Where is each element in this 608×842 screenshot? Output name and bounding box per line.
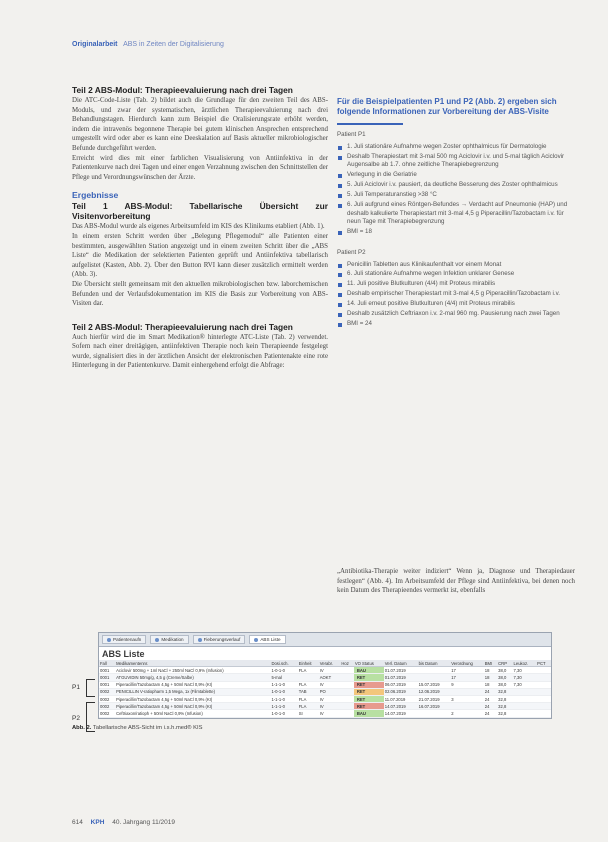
table-row[interactable] bbox=[99, 710, 551, 717]
table-cell: 3 bbox=[450, 695, 484, 702]
table-cell: 1-0-1-0 bbox=[270, 667, 297, 674]
table-cell: 1-0-1-0 bbox=[270, 710, 297, 717]
table-cell: PO bbox=[319, 688, 341, 695]
page-number: 614 bbox=[72, 819, 83, 826]
patient-label-p2: P2 bbox=[72, 715, 80, 722]
table-cell: 1-1-1-0 bbox=[270, 703, 297, 710]
table-cell: 9 bbox=[450, 681, 484, 688]
table-cell: 21.07.2019 bbox=[418, 695, 451, 702]
heading-therapy-eval-2: Teil 2 ABS-Modul: Therapieevaluierung nach drei Tagen bbox=[72, 321, 293, 332]
column-header[interactable]: Fall bbox=[99, 660, 115, 667]
table-cell bbox=[340, 674, 353, 681]
medication-cell: Piperacillin/Tazobactam 4,5g + 50ml NaCl 0,9% (KI) bbox=[115, 681, 270, 688]
status-cell: BAU bbox=[354, 710, 384, 717]
table-cell: 14.07.2019 bbox=[384, 710, 418, 717]
caption-label: Abb. 2. bbox=[72, 724, 92, 731]
column-header[interactable]: Verabr. bbox=[319, 660, 341, 667]
footer bbox=[72, 819, 175, 826]
window-title: ABS Liste bbox=[102, 649, 145, 659]
paragraph: Die ATC-Code-Liste (Tab. 2) bildet auch die Grundlage für den zweiten Teil des ABS-Moduls, und zwar der systematischen, ärztlichen Therapieevaluierung nach drei Behandlungstagen. Hierdurch kann zum Beispiel die Oralisierungsrate erhöht werden, indem die intravenös begonnene Therapie bei gutem klinischen Ansprechen entsprechend umgestellt wird oder aber es kann eine Deeskalation auf Basis aktueller mikrobiologischer Befunde durchgeführt werden. bbox=[72, 97, 328, 152]
table-row[interactable] bbox=[99, 695, 551, 702]
list-item: 5. Juli Temperaturanstieg >38 °C bbox=[337, 191, 575, 200]
table-cell bbox=[340, 703, 353, 710]
paragraph: Die Übersicht stellt gemeinsam mit den aktuellen mikrobiologischen bzw. laborchemischen Befunden und der Verlaufsdokumentation im KIS die Basis zur Vorbereitung von ABS-Visiten dar. bbox=[72, 280, 328, 308]
column-header[interactable]: Dosi.sch. bbox=[270, 660, 297, 667]
list-item: BMI = 18 bbox=[337, 228, 575, 237]
heading-tabular-overview: Teil 1 ABS-Modul: Tabellarische Übersicht zur Visitenvorbereitung bbox=[72, 201, 328, 222]
column-header[interactable]: bis Datum bbox=[418, 660, 451, 667]
column-header[interactable]: Medikamentennr. bbox=[115, 660, 270, 667]
medication-cell: Ceftriaxon/ratioph + 50ml NaCl 0,9% (Infusion) bbox=[115, 710, 270, 717]
status-cell: RET bbox=[354, 688, 384, 695]
table-cell bbox=[513, 688, 537, 695]
list-item: Verlegung in die Geriatrie bbox=[337, 171, 575, 180]
bracket-p2 bbox=[86, 702, 95, 732]
table-row[interactable] bbox=[99, 681, 551, 688]
table-cell: 0002 bbox=[99, 710, 115, 717]
paragraph: Das ABS-Modul wurde als eigenes Arbeitsumfeld im KIS des Klinikums etabliert (Abb. 1). bbox=[72, 223, 325, 231]
medication-cell: Piperacillin/Tazobactam 4,5g + 50ml NaCl 0,9% (KI) bbox=[115, 703, 270, 710]
table-cell: 24 bbox=[484, 703, 497, 710]
running-header bbox=[72, 41, 224, 48]
table-cell: 15.07.2019 bbox=[418, 681, 451, 688]
table-cell: 12.06.2019 bbox=[418, 688, 451, 695]
table-cell: 11.07.2019 bbox=[384, 695, 418, 702]
heading-therapy-eval: Teil 2 ABS-Modul: Therapieevaluierung nach drei Tagen bbox=[72, 85, 293, 95]
tab-abs-list[interactable] bbox=[249, 635, 285, 644]
table-cell: IV bbox=[319, 710, 341, 717]
table-cell: 38,0 bbox=[497, 667, 512, 674]
table-cell bbox=[450, 688, 484, 695]
abs-table bbox=[99, 660, 551, 718]
table-cell bbox=[450, 703, 484, 710]
medication-cell: ATGUVIDIN 50mg/g, 4,5 g (Creme/Salbe) bbox=[115, 674, 270, 681]
table-cell: 32,8 bbox=[497, 695, 512, 702]
medication-cell: Aciclovir 500mg + 1ml NaCl + 250ml NaCl 0,9% (Infusion) bbox=[115, 667, 270, 674]
table-cell: 14.07.2019 bbox=[384, 703, 418, 710]
list-item: BMI = 24 bbox=[337, 320, 575, 329]
table-cell: 7,30 bbox=[513, 681, 537, 688]
tab-icon bbox=[198, 638, 202, 642]
table-cell: 0002 bbox=[99, 703, 115, 710]
table-cell: 17 bbox=[450, 674, 484, 681]
table-cell bbox=[418, 667, 451, 674]
info-box bbox=[337, 97, 575, 330]
table-cell bbox=[340, 667, 353, 674]
table-cell: 06.07.2019 bbox=[384, 681, 418, 688]
app-tabs bbox=[99, 633, 551, 647]
table-cell: SI bbox=[298, 710, 319, 717]
list-item: 14. Juli erneut positive Blutkulturen (4/4) mit Proteus mirabilis bbox=[337, 300, 575, 309]
tab-label: ABS Liste bbox=[260, 637, 281, 642]
heading-results: Ergebnisse bbox=[72, 190, 119, 201]
list-item: Deshalb Therapiestart mit 3-mal 500 mg Aciclovir i.v. und 5-mal täglich Aciclovir Augensalbe ab 1.7. ohne zeitliche Therapiebegrenzung bbox=[337, 153, 575, 170]
list-item: 1. Juli stationäre Aufnahme wegen Zoster ophthalmicus für Dermatologie bbox=[337, 143, 575, 152]
table-cell: 0001 bbox=[99, 667, 115, 674]
table-cell: 32,8 bbox=[497, 703, 512, 710]
table-cell: IV bbox=[319, 695, 341, 702]
tab-patient[interactable] bbox=[102, 635, 146, 644]
table-cell: 32,8 bbox=[497, 710, 512, 717]
table-cell bbox=[536, 710, 551, 717]
status-cell: RET bbox=[354, 674, 384, 681]
table-cell bbox=[340, 695, 353, 702]
column-header[interactable]: Leukoz. bbox=[513, 660, 537, 667]
table-cell: 02.06.2019 bbox=[384, 688, 418, 695]
figure-caption bbox=[72, 725, 552, 731]
table-cell bbox=[340, 681, 353, 688]
info-box-title: Für die Beispielpatienten P1 und P2 (Abb. 2) ergeben sich folgende Informationen zur Vorbereitung der ABS-Visite bbox=[337, 97, 557, 116]
right-paragraph: „Antibiotika-Therapie weiter indiziert“ Wenn ja, Diagnose und Therapiedauer festlegen“ (Abb. 4). Im Arbeitsumfeld der Pflege sind Antiinfektiva, bei denen noch kein Datum des Therapieendes vermerkt ist, ebenfalls bbox=[337, 568, 575, 595]
table-cell: 18 bbox=[484, 681, 497, 688]
paragraph: In einem ersten Schritt werden über „Belegung Pflegemodul“ alle Patienten einer bestimmten, ausgewählten Station angezeigt und in einem zweiten Schritt über die „ABS Liste“ die Medikation der selektierten Patienten geprüft und Antiinfektiva tabellarisch aufgelistet (Kasten, Abb. 2). Über den Button RVI kann dieser zusätzlich ermittelt werden (Abb. 3). bbox=[72, 232, 328, 279]
table-row[interactable] bbox=[99, 667, 551, 674]
table-cell bbox=[536, 681, 551, 688]
table-cell bbox=[298, 674, 319, 681]
table-cell bbox=[536, 695, 551, 702]
table-cell: IV bbox=[319, 703, 341, 710]
table-cell bbox=[536, 703, 551, 710]
table-cell bbox=[418, 674, 451, 681]
patient-p2-label: Patient P2 bbox=[337, 248, 366, 256]
table-cell: 5-mal bbox=[270, 674, 297, 681]
table-cell bbox=[513, 703, 537, 710]
status-cell: RET bbox=[354, 695, 384, 702]
abs-list-window bbox=[98, 632, 552, 719]
tab-icon bbox=[107, 638, 111, 642]
list-item: Deshalb empirischer Therapiestart mit 3-mal 4,5 g Piperacillin/Tazobactam i.v. bbox=[337, 290, 575, 299]
column-header[interactable]: BMI bbox=[484, 660, 497, 667]
patient-label-p1: P1 bbox=[72, 684, 80, 691]
paragraph: Auch hierfür wird die im Smart Medikation® hinterlegte ATC-Liste (Tab. 2) verwendet. Sofern nach einer dreitägigen, antiinfektiven Therapie noch kein Therapieende festgelegt wurde, signalisiert dies in der ärztlichen Ansicht der elektronischen Patientenakte eine rote Hinterlegung in der Patientenkurve. Damit einhergehend erfolgt die Abfrage: bbox=[72, 333, 328, 370]
header-category: Originalarbeit bbox=[72, 41, 118, 48]
table-cell: 7,30 bbox=[513, 674, 537, 681]
table-cell: 24 bbox=[484, 695, 497, 702]
caption-text: Tabellarische ABS-Sicht im i.s.h.med® KIS bbox=[92, 724, 203, 731]
table-cell: FLA bbox=[298, 681, 319, 688]
table-row[interactable] bbox=[99, 703, 551, 710]
table-cell: 17 bbox=[450, 667, 484, 674]
table-cell bbox=[536, 688, 551, 695]
table-cell: 0001 bbox=[99, 674, 115, 681]
patient-p1-label: Patient P1 bbox=[337, 131, 366, 138]
table-header-row bbox=[99, 660, 551, 667]
left-column bbox=[72, 85, 328, 371]
table-cell: 1-1-1-0 bbox=[270, 681, 297, 688]
tab-icon bbox=[254, 638, 258, 642]
list-item: Deshalb zusätzlich Ceftriaxon i.v. 2-mal 960 mg. Pausierung nach zwei Tagen bbox=[337, 310, 575, 319]
table-cell: AOKT bbox=[319, 674, 341, 681]
tab-medication[interactable] bbox=[150, 635, 188, 644]
table-cell: FLA bbox=[298, 695, 319, 702]
header-title: ABS in Zeiten der Digitalisierung bbox=[123, 41, 224, 48]
table-cell bbox=[513, 695, 537, 702]
table-cell: TAB bbox=[298, 688, 319, 695]
list-item: 6. Juli stationäre Aufnahme wegen Infektion unklarer Genese bbox=[337, 270, 575, 279]
bracket-p1 bbox=[86, 679, 95, 697]
table-cell: 0002 bbox=[99, 688, 115, 695]
table-cell: 01.07.2019 bbox=[384, 674, 418, 681]
table-cell: 38,0 bbox=[497, 674, 512, 681]
tab-label: Patientenaufn bbox=[113, 637, 142, 642]
table-cell bbox=[340, 688, 353, 695]
table-cell: 7,30 bbox=[513, 667, 537, 674]
column-header[interactable]: Verl. Datum bbox=[384, 660, 418, 667]
medication-cell: Piperacillin/Tazobactam 4,5g + 50ml NaCl 0,9% (KI) bbox=[115, 695, 270, 702]
table-cell: FLA bbox=[298, 667, 319, 674]
table-cell bbox=[340, 710, 353, 717]
column-header[interactable]: Einheit bbox=[298, 660, 319, 667]
table-cell bbox=[536, 674, 551, 681]
table-cell: 16.07.2019 bbox=[418, 703, 451, 710]
column-header[interactable]: CRP bbox=[497, 660, 512, 667]
tab-fever-chart[interactable] bbox=[193, 635, 246, 644]
table-cell: 1-1-1-0 bbox=[270, 695, 297, 702]
status-cell: RET bbox=[354, 681, 384, 688]
table-row[interactable] bbox=[99, 688, 551, 695]
table-cell: 18 bbox=[484, 667, 497, 674]
figure-abs-list bbox=[72, 632, 552, 731]
status-cell: BAU bbox=[354, 667, 384, 674]
table-cell: 24 bbox=[484, 710, 497, 717]
status-cell: RET bbox=[354, 703, 384, 710]
list-item: 11. Juli positive Blutkulturen (4/4) mit Proteus mirabilis bbox=[337, 280, 575, 289]
list-item: Penicillin Tabletten aus Klinikaufenthalt vor einem Monat bbox=[337, 261, 575, 270]
list-item: 5. Juli Aciclovir i.v. pausiert, da deutliche Besserung des Zoster ophthalmicus bbox=[337, 181, 575, 190]
table-cell bbox=[418, 710, 451, 717]
table-cell: 38,0 bbox=[497, 681, 512, 688]
column-header[interactable]: PCT bbox=[536, 660, 551, 667]
paragraph: Erreicht wird dies mit einer farblichen Visualisierung von Antiinfektiva in der Patientenkurve nach drei Tagen und einer engen Verzahnung zwischen den Schnittstellen der Pflege und Verordnungswünschen der Ärzte. bbox=[72, 154, 328, 181]
column-header[interactable]: Hoz bbox=[340, 660, 353, 667]
table-cell: 2 bbox=[450, 710, 484, 717]
column-header[interactable]: Verordnung bbox=[450, 660, 484, 667]
medication-cell: PENICILLIN V-ratiopharm 1,5 Mega, 1x (Filmtablette) bbox=[115, 688, 270, 695]
table-cell: IV bbox=[319, 667, 341, 674]
patient-p1-list bbox=[337, 143, 575, 237]
tab-label: Fieberungsverlauf bbox=[203, 637, 241, 642]
magazine-name: KPH bbox=[90, 819, 105, 826]
table-cell: FLA bbox=[298, 703, 319, 710]
table-cell: 0001 bbox=[99, 681, 115, 688]
table-body bbox=[99, 667, 551, 717]
table-cell: 01.07.2019 bbox=[384, 667, 418, 674]
table-cell: 18 bbox=[484, 674, 497, 681]
table-cell bbox=[513, 710, 537, 717]
table-cell bbox=[536, 667, 551, 674]
table-row[interactable] bbox=[99, 674, 551, 681]
column-header[interactable]: VO Status bbox=[354, 660, 384, 667]
title-rule bbox=[337, 123, 403, 125]
table-cell: 32,8 bbox=[497, 688, 512, 695]
table-cell: 0002 bbox=[99, 695, 115, 702]
table-cell: 24 bbox=[484, 688, 497, 695]
patient-p2-list bbox=[337, 261, 575, 329]
list-item: 6. Juli aufgrund eines Röntgen-Befundes → Verdacht auf Pneumonie (HAP) und deshalb kalkulierte Therapiestart mit 3-mal 4,5 g Piperacillin/Tazobactam i.v. für neun Tage mit Therapiebegrenzung bbox=[337, 201, 575, 227]
table-cell: IV bbox=[319, 681, 341, 688]
issue: 40. Jahrgang 11/2019 bbox=[112, 819, 175, 826]
table-cell: 1-0-1-0 bbox=[270, 688, 297, 695]
tab-icon bbox=[155, 638, 159, 642]
tab-label: Medikation bbox=[161, 637, 184, 642]
